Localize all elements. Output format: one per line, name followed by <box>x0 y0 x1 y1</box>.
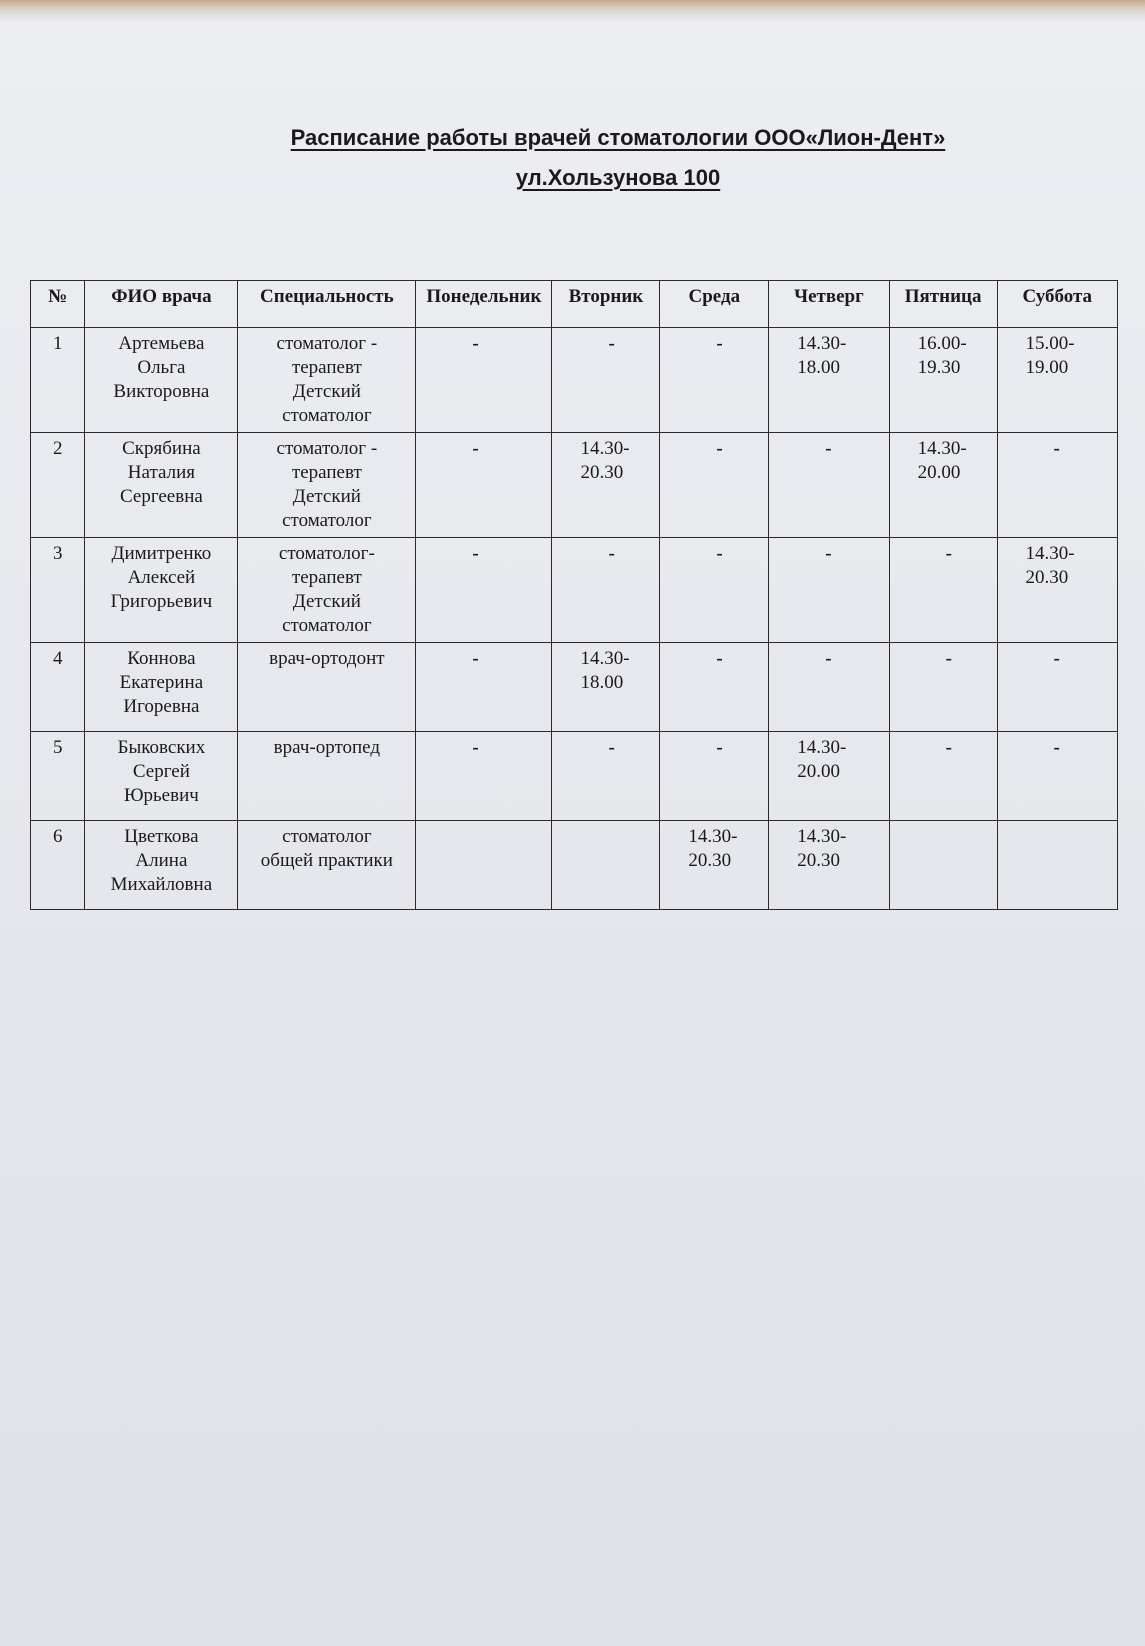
doctor-name-line: Наталия <box>127 462 195 483</box>
specialty-cell <box>238 433 416 538</box>
specialty-cell <box>238 538 416 643</box>
day-cell: - <box>552 538 660 643</box>
day-cell: - <box>416 732 552 821</box>
specialty-line: стоматолог- <box>278 543 375 564</box>
table-row <box>31 643 1118 732</box>
header-cell: Четверг <box>769 281 889 328</box>
row-number: 3 <box>31 538 85 643</box>
header-row <box>31 281 1118 328</box>
doctor-name-line: Коннова <box>127 648 196 669</box>
day-cell: - <box>997 433 1117 538</box>
specialty-line: общей практики <box>260 850 393 871</box>
day-cell <box>416 821 552 910</box>
specialty-line: Детский <box>292 591 361 612</box>
day-cell: 14.30- 18.00 <box>552 643 660 732</box>
day-cell: - <box>660 732 769 821</box>
specialty-line: терапевт <box>291 462 362 483</box>
specialty-line: стоматолог <box>282 826 372 847</box>
doctor-name-line: Екатерина <box>119 672 204 693</box>
header-cell: № <box>31 281 85 328</box>
doctor-name-line: Алексей <box>127 567 196 588</box>
doctor-name-line: Сергей <box>132 761 190 782</box>
table-row <box>31 433 1118 538</box>
day-cell <box>997 821 1117 910</box>
table-row <box>31 732 1118 821</box>
specialty-line: терапевт <box>291 567 362 588</box>
day-cell: 16.00- 19.30 <box>889 328 997 433</box>
day-cell: - <box>416 643 552 732</box>
header-cell: Суббота <box>997 281 1117 328</box>
specialty-line: стоматолог <box>282 615 372 636</box>
day-cell: - <box>416 538 552 643</box>
day-cell: - <box>997 732 1117 821</box>
day-cell: - <box>660 328 769 433</box>
day-cell: - <box>660 643 769 732</box>
day-cell: - <box>660 433 769 538</box>
doctor-name-cell <box>85 328 238 433</box>
specialty-line: стоматолог <box>282 510 372 531</box>
doctor-name-cell <box>85 643 238 732</box>
specialty-cell <box>238 328 416 433</box>
day-cell: - <box>416 328 552 433</box>
specialty-line: стоматолог - <box>276 438 378 459</box>
specialty-line: Детский <box>292 486 361 507</box>
day-cell: 14.30- 20.30 <box>660 821 769 910</box>
title-line-1: Расписание работы врачей стоматологии ООО«Лион-Дент» <box>290 125 946 150</box>
day-cell: - <box>416 433 552 538</box>
doctor-name-line: Сергеевна <box>119 486 203 507</box>
specialty-cell <box>238 821 416 910</box>
day-cell: 15.00- 19.00 <box>997 328 1117 433</box>
day-cell: - <box>769 538 889 643</box>
day-cell: - <box>997 643 1117 732</box>
doctor-name-line: Алина <box>135 850 188 871</box>
doctor-name-line: Скрябина <box>122 438 201 459</box>
specialty-line: стоматолог - <box>276 333 378 354</box>
schedule-table <box>30 280 1118 910</box>
day-cell: 14.30- 20.00 <box>889 433 997 538</box>
doctor-name-line: Быковских <box>117 737 206 758</box>
day-cell: 14.30- 20.30 <box>552 433 660 538</box>
schedule-body <box>31 328 1118 910</box>
document-title <box>0 118 1145 198</box>
day-cell: 14.30- 20.00 <box>769 732 889 821</box>
doctor-name-line: Михайловна <box>110 874 213 895</box>
doctor-name-line: Цветкова <box>124 826 199 847</box>
background-strip <box>0 0 1145 22</box>
row-number: 2 <box>31 433 85 538</box>
specialty-line: Детский <box>292 381 361 402</box>
doctor-name-line: Григорьевич <box>110 591 213 612</box>
table-row <box>31 821 1118 910</box>
day-cell: - <box>660 538 769 643</box>
day-cell: 14.30- 20.30 <box>769 821 889 910</box>
day-cell: - <box>769 433 889 538</box>
doctor-name-line: Ольга <box>137 357 186 378</box>
doctor-name-line: Артемьева <box>118 333 205 354</box>
day-cell: - <box>552 732 660 821</box>
day-cell: 14.30- 18.00 <box>769 328 889 433</box>
day-cell: - <box>889 538 997 643</box>
doctor-name-cell <box>85 538 238 643</box>
row-number: 6 <box>31 821 85 910</box>
specialty-cell <box>238 643 416 732</box>
header-cell: Пятница <box>889 281 997 328</box>
doctor-name-line: Игоревна <box>123 696 200 717</box>
doctor-name-cell <box>85 821 238 910</box>
header-cell: Вторник <box>552 281 660 328</box>
day-cell: - <box>552 328 660 433</box>
doctor-name-line: Юрьевич <box>123 785 199 806</box>
row-number: 4 <box>31 643 85 732</box>
day-cell <box>552 821 660 910</box>
header-cell: ФИО врача <box>85 281 238 328</box>
doctor-name-line: Викторовна <box>113 381 210 402</box>
header-cell: Понедельник <box>416 281 552 328</box>
day-cell: - <box>889 643 997 732</box>
specialty-line: терапевт <box>291 357 362 378</box>
day-cell: - <box>889 732 997 821</box>
title-line-2: ул.Хользунова 100 <box>515 165 721 190</box>
row-number: 1 <box>31 328 85 433</box>
specialty-cell <box>238 732 416 821</box>
table-row <box>31 538 1118 643</box>
day-cell: - <box>769 643 889 732</box>
specialty-line: врач-ортопед <box>273 737 381 758</box>
specialty-line: врач-ортодонт <box>269 648 385 669</box>
header-cell: Среда <box>660 281 769 328</box>
doctor-name-cell <box>85 433 238 538</box>
header-cell: Специальность <box>238 281 416 328</box>
specialty-line: стоматолог <box>282 405 372 426</box>
table-row <box>31 328 1118 433</box>
day-cell <box>889 821 997 910</box>
doctor-name-cell <box>85 732 238 821</box>
row-number: 5 <box>31 732 85 821</box>
day-cell: 14.30- 20.30 <box>997 538 1117 643</box>
doctor-name-line: Димитренко <box>111 543 212 564</box>
